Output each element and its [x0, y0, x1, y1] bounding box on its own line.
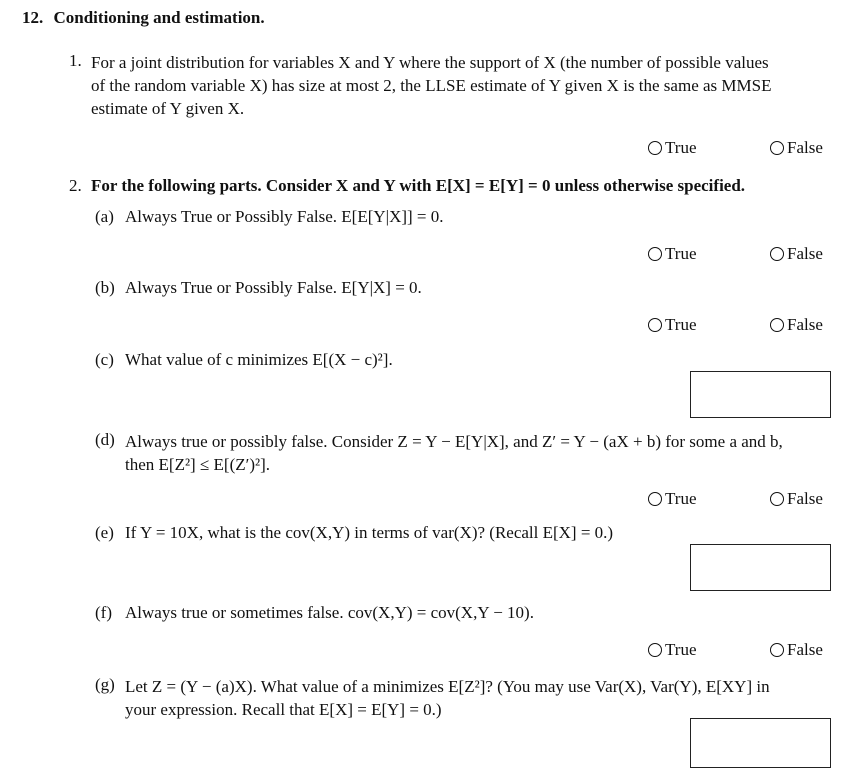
- part-a-text: Always True or Possibly False. E[E[Y|X]] = 0.: [125, 207, 444, 226]
- part-a-true-option[interactable]: [648, 244, 697, 264]
- true-label: True: [665, 640, 697, 659]
- false-label: False: [787, 244, 823, 263]
- section-heading: [22, 8, 265, 28]
- q1-line-2: of the random variable X) has size at most 2, the LLSE estimate of Y given X is the same as MMSE: [91, 76, 772, 95]
- false-label: False: [787, 138, 823, 157]
- part-g-line-2: your expression. Recall that E[X] = E[Y] = 0.): [125, 700, 442, 719]
- q1-false-option[interactable]: [770, 138, 823, 158]
- part-a-label: (a): [95, 207, 114, 226]
- part-f-label: (f): [95, 603, 112, 622]
- part-f-text: Always true or sometimes false. cov(X,Y) = cov(X,Y − 10).: [125, 603, 534, 622]
- part-b-true-option[interactable]: [648, 315, 697, 335]
- part-b-text: Always True or Possibly False. E[Y|X] = 0.: [125, 278, 422, 297]
- true-label: True: [665, 138, 697, 157]
- part-d-false-option[interactable]: [770, 489, 823, 509]
- section-title: Conditioning and estimation.: [53, 8, 265, 27]
- radio-circle-icon[interactable]: [648, 141, 662, 155]
- part-b-false-option[interactable]: [770, 315, 823, 335]
- part-d-true-option[interactable]: [648, 489, 697, 509]
- false-label: False: [787, 640, 823, 659]
- q2-intro: For the following parts. Consider X and Y with E[X] = E[Y] = 0 unless otherwise specified.: [91, 176, 746, 195]
- radio-circle-icon[interactable]: [770, 492, 784, 506]
- part-e-label: (e): [95, 523, 114, 542]
- q2-number: 2.: [69, 176, 82, 195]
- radio-circle-icon[interactable]: [770, 141, 784, 155]
- part-f-true-option[interactable]: [648, 640, 697, 660]
- section-number: 12.: [22, 8, 44, 27]
- part-g-answer-box[interactable]: [690, 718, 831, 768]
- part-a-false-option[interactable]: [770, 244, 823, 264]
- part-b-label: (b): [95, 278, 115, 297]
- part-d-line-1: Always true or possibly false. Consider Z = Y − E[Y|X], and Z′ = Y − (aX + b) for some a and b,: [125, 432, 783, 451]
- radio-circle-icon[interactable]: [648, 247, 662, 261]
- radio-circle-icon[interactable]: [770, 247, 784, 261]
- radio-circle-icon[interactable]: [648, 492, 662, 506]
- radio-circle-icon[interactable]: [648, 643, 662, 657]
- part-d-line-2: then E[Z²] ≤ E[(Z′)²].: [125, 455, 271, 474]
- part-d-label: (d): [95, 430, 115, 449]
- radio-circle-icon[interactable]: [770, 318, 784, 332]
- q1-line-3: estimate of Y given X.: [91, 99, 245, 118]
- radio-circle-icon[interactable]: [770, 643, 784, 657]
- q1-line-1: For a joint distribution for variables X and Y where the support of X (the number of possible values: [91, 53, 769, 72]
- part-c-text: What value of c minimizes E[(X − c)²].: [125, 350, 393, 369]
- true-label: True: [665, 489, 697, 508]
- radio-circle-icon[interactable]: [648, 318, 662, 332]
- true-label: True: [665, 315, 697, 334]
- part-c-label: (c): [95, 350, 114, 369]
- part-g-text: [125, 675, 770, 721]
- false-label: False: [787, 489, 823, 508]
- part-e-answer-box[interactable]: [690, 544, 831, 591]
- false-label: False: [787, 315, 823, 334]
- part-f-false-option[interactable]: [770, 640, 823, 660]
- q1-true-option[interactable]: [648, 138, 697, 158]
- true-label: True: [665, 244, 697, 263]
- q1-number: 1.: [69, 51, 82, 70]
- part-d-text: [125, 430, 783, 476]
- q1-text: [91, 51, 771, 120]
- part-g-label: (g): [95, 675, 115, 694]
- part-c-answer-box[interactable]: [690, 371, 831, 418]
- part-e-text: If Y = 10X, what is the cov(X,Y) in terms of var(X)? (Recall E[X] = 0.): [125, 523, 614, 542]
- part-g-line-1: Let Z = (Y − (a)X). What value of a minimizes E[Z²]? (You may use Var(X), Var(Y), E[XY] in: [125, 677, 770, 696]
